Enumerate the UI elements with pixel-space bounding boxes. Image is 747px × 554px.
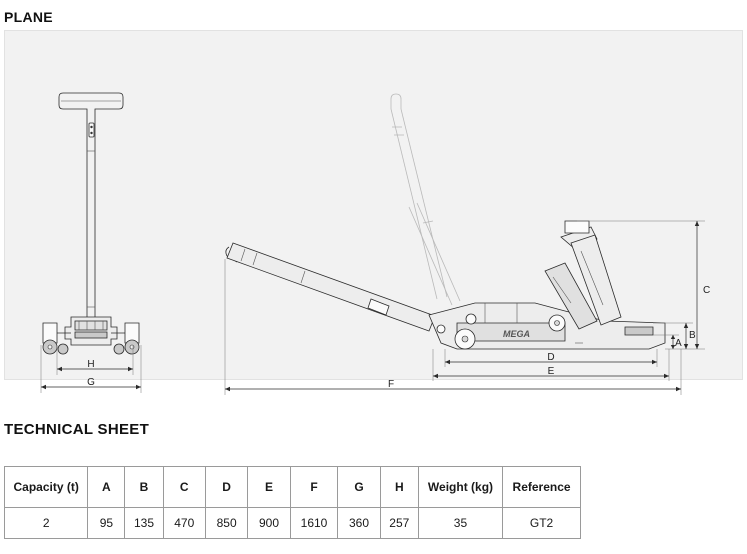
plane-section-title: PLANE — [4, 9, 53, 25]
table-header-g: G — [338, 467, 380, 508]
jack-handle — [226, 243, 435, 331]
technical-sheet-title: TECHNICAL SHEET — [4, 421, 150, 438]
jack-chassis — [429, 303, 665, 349]
table-header-h: H — [380, 467, 418, 508]
dim-label-E: E — [547, 366, 555, 377]
cell-b: 135 — [125, 508, 163, 539]
technical-sheet-table-wrap — [4, 466, 581, 539]
cell-reference: GT2 — [503, 508, 581, 539]
drawing-panel — [4, 30, 743, 390]
table-header-f: F — [290, 467, 338, 508]
table-header-row — [5, 467, 581, 508]
cell-a: 95 — [88, 508, 125, 539]
dim-label-C: C — [703, 285, 711, 296]
table-header-d: D — [205, 467, 247, 508]
cell-weight: 35 — [418, 508, 502, 539]
table-header-e: E — [248, 467, 290, 508]
technical-sheet-table — [4, 466, 581, 539]
side-view — [225, 94, 710, 395]
ghost-handle — [391, 94, 447, 299]
dim-label-F: F — [387, 379, 395, 390]
brand-logo-text: MEGA — [503, 329, 530, 339]
dim-label-A: A — [675, 338, 682, 349]
front-view — [41, 93, 141, 393]
table-header-b: B — [125, 467, 163, 508]
cell-g: 360 — [338, 508, 380, 539]
jack-technical-drawing — [5, 31, 742, 390]
table-header-weight: Weight (kg) — [418, 467, 502, 508]
cell-c: 470 — [163, 508, 205, 539]
table-header-reference: Reference — [503, 467, 581, 508]
cell-f: 1610 — [290, 508, 338, 539]
table-header-c: C — [163, 467, 205, 508]
dim-label-D: D — [547, 352, 555, 363]
dim-label-G: G — [87, 377, 95, 388]
table-header-capacity: Capacity (t) — [5, 467, 88, 508]
cell-capacity: 2 — [5, 508, 88, 539]
cell-h: 257 — [380, 508, 418, 539]
dim-label-B: B — [689, 330, 696, 341]
table-row — [5, 508, 581, 539]
cell-d: 850 — [205, 508, 247, 539]
table-header-a: A — [88, 467, 125, 508]
cell-e: 900 — [248, 508, 290, 539]
dim-label-H: H — [87, 359, 95, 370]
